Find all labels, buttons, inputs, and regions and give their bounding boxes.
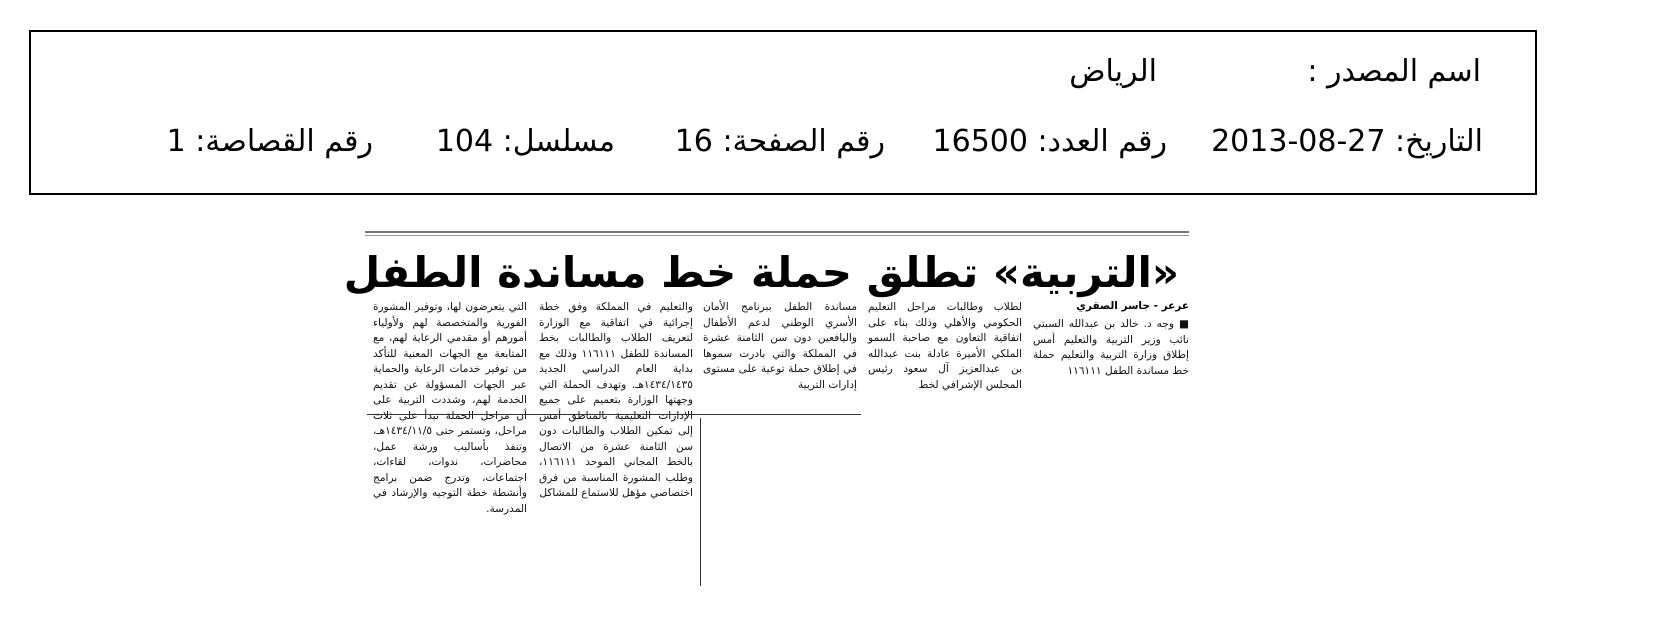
top-rule (365, 231, 1189, 233)
newspaper-clipping (343, 218, 1193, 590)
top-rule-thin (365, 235, 1189, 236)
column-divider (700, 418, 701, 586)
article-headline: «التربية» تطلق حملة خط مساندة الطفل (343, 248, 1179, 297)
article-column-2: لطلاب وطالبات مراحل التعليم الحكومي والأهلي وذلك بناء على اتفاقية التعاون مع صاحبة السمو الملكي الأميرة عادلة بنت عبدالله بن عبدالعزيز آل سعود رئيس المجلس الإشرافي لخط (868, 301, 1022, 391)
clipping-metadata-box (29, 30, 1537, 195)
issue-number-field: رقم العدد: 16500 (932, 124, 1167, 159)
clipping-number-field: رقم القصاصة: 1 (166, 124, 373, 159)
article-column-1: ■ وجه د. خالد بن عبدالله السبتي نائب وزير التربية والتعليم أمس إطلاق وزارة التربية والتعليم حملة خط مساندة الطفل ١١٦١١١ (1033, 318, 1189, 377)
date-field: التاريخ: 27-08-2013 (1211, 124, 1483, 159)
source-label: اسم المصدر : (1307, 54, 1481, 89)
article-column-3: مساندة الطفل ببرنامج الأمان الأسري الوطني لدعم الأطفال واليافعين دون سن الثامنة عشرة في المملكة والتي بادرت سموها في إطلاق حملة توعية على مستوى إدارات التربية (703, 301, 857, 391)
article-column-4: والتعليم في المملكة وفق خطة إجرائية في اتفاقية مع الوزارة لتعريف الطلاب والطالبات بخط المساندة للطفل ١١٦١١١ وذلك مع بداية العام الدراسي الجديد ١٤٣٤/١٤٣٥هـ. وتهدف الحملة التي وجهتها الوزارة بتعميم على جميع الإدارات التعليمية بالمناطق أمس إلى تمكين الطلاب والطالبات دون سن الثامنة عشرة من الاتصال بالخط المجاني الموحد ١١٦١١١، وطلب المشورة المناسبة من فرق اختصاصي مؤهل للاستماع للمشاكل (539, 301, 693, 499)
page-number-field: رقم الصفحة: 16 (674, 124, 885, 159)
lower-divider (367, 414, 861, 415)
article-byline: عرعر - جاسر الصقري (1076, 300, 1189, 312)
serial-field: مسلسل: 104 (435, 124, 615, 159)
article-column-5: التي يتعرضون لها، وتوفير المشورة الفورية والمتخصصة لهم ولأولياء أمورهم أو مقدمي الرعاية لهم، مع المتابعة مع الجهات المعنية للتأكد من توفير خدمات الرعاية والحماية عبر الجهات المسؤولة عن تقديم الخدمة لهم، وشددت التربية على أن مراحل الحملة تبدأ على ثلاث مراحل، وتستمر حتى ١٤٣٤/١١/٥هـ، وتنفذ بأساليب ورشة عمل، محاضرات، ندوات، لقاءات، اجتماعات، وتدرج ضمن برامج وأنشطة خطة التوجيه والإرشاد في المدرسة. (373, 301, 527, 515)
source-value: الرياض (1069, 54, 1157, 89)
